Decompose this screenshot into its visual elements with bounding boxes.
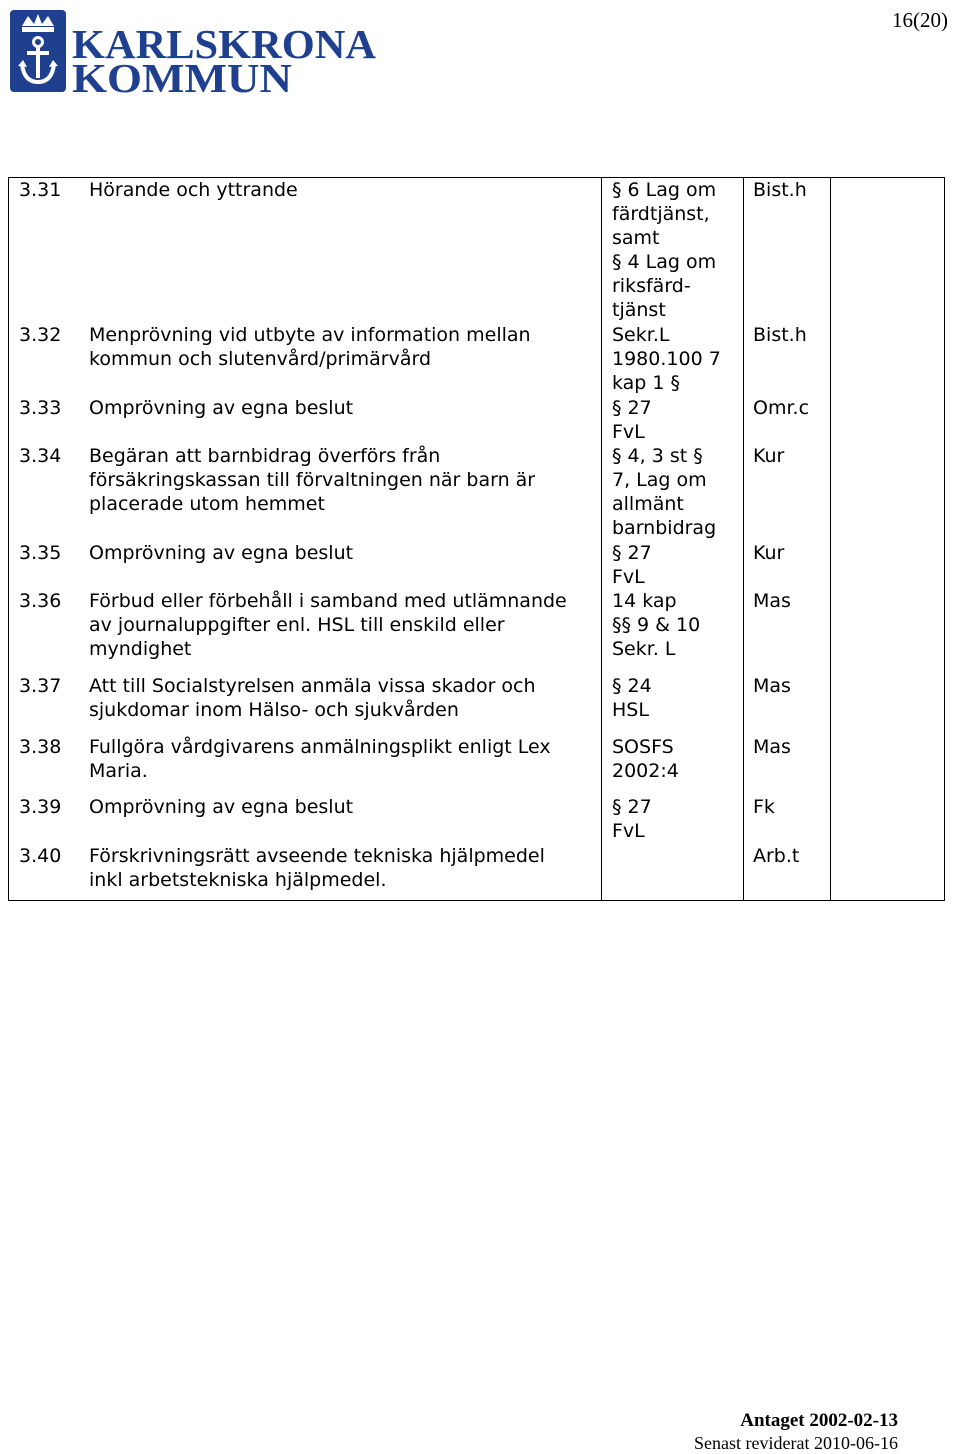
row-delegate: Mas [753, 736, 791, 758]
row-reference: § 6 Lag om färdtjänst, samt § 4 Lag om riksfärd- tjänst [612, 179, 717, 321]
row-description: Förbud eller förbehåll i samband med utlämnande av journaluppgifter enl. HSL till enskild eller myndighet [89, 590, 567, 660]
page-number: 16(20) [892, 8, 948, 32]
row-number: 3.32 [19, 324, 62, 346]
row-reference: § 27 FvL [612, 397, 652, 443]
row-description: Hörande och yttrande [89, 179, 298, 201]
row-number: 3.35 [19, 542, 62, 564]
row-reference: § 27 FvL [612, 542, 652, 588]
row-delegate: Arb.t [753, 845, 800, 867]
table-row-border [8, 900, 945, 901]
row-delegate: Bist.h [753, 179, 807, 201]
row-number: 3.37 [19, 675, 62, 697]
adopted-date: Antaget 2002-02-13 [740, 1410, 898, 1431]
row-description: Menprövning vid utbyte av information mellan kommun och slutenvård/primärvård [89, 324, 531, 370]
row-number: 3.36 [19, 590, 62, 612]
row-number: 3.33 [19, 397, 62, 419]
karlskrona-kommun-logo [8, 4, 380, 96]
row-delegate: Mas [753, 590, 791, 612]
row-description: Omprövning av egna beslut [89, 796, 354, 818]
crown-anchor-emblem-icon [10, 10, 66, 92]
row-description: Att till Socialstyrelsen anmäla vissa skador och sjukdomar inom Hälso- och sjukvården [89, 675, 536, 721]
row-delegate: Kur [753, 542, 785, 564]
row-description: Omprövning av egna beslut [89, 397, 354, 419]
table-column-border [601, 177, 602, 901]
row-description: Fullgöra vårdgivarens anmälningsplikt enligt Lex Maria. [89, 736, 551, 782]
row-description: Omprövning av egna beslut [89, 542, 354, 564]
row-reference: Sekr.L 1980.100 7 kap 1 § [612, 324, 721, 394]
table-column-border [830, 177, 831, 901]
row-reference: § 4, 3 st § 7, Lag om allmänt barnbidrag [612, 445, 717, 539]
row-description: Förskrivningsrätt avseende tekniska hjälpmedel inkl arbetstekniska hjälpmedel. [89, 845, 545, 891]
delegation-table [8, 177, 946, 901]
row-delegate: Bist.h [753, 324, 807, 346]
table-column-border [743, 177, 744, 901]
row-number: 3.40 [19, 845, 62, 867]
row-number: 3.38 [19, 736, 62, 758]
row-delegate: Fk [753, 796, 775, 818]
logo-text-kommun: KOMMUN [72, 55, 293, 96]
row-number: 3.34 [19, 445, 62, 467]
row-number: 3.39 [19, 796, 62, 818]
row-reference: SOSFS 2002:4 [612, 736, 679, 782]
row-delegate: Kur [753, 445, 785, 467]
table-column-border [944, 177, 945, 901]
page-header [8, 4, 952, 104]
logo-text-karlskrona: KARLSKRONA [72, 21, 377, 67]
row-delegate: Mas [753, 675, 791, 697]
row-reference: § 27 FvL [612, 796, 652, 842]
revised-date: Senast reviderat 2010-06-16 [694, 1433, 898, 1453]
row-number: 3.31 [19, 179, 62, 201]
row-delegate: Omr.c [753, 397, 810, 419]
row-reference: § 24 HSL [612, 675, 652, 721]
row-description: Begäran att barnbidrag överförs från försäkringskassan till förvaltningen när barn är placerade utom hemmet [89, 445, 536, 515]
table-column-border [8, 177, 9, 901]
row-reference: 14 kap §§ 9 & 10 Sekr. L [612, 590, 701, 660]
